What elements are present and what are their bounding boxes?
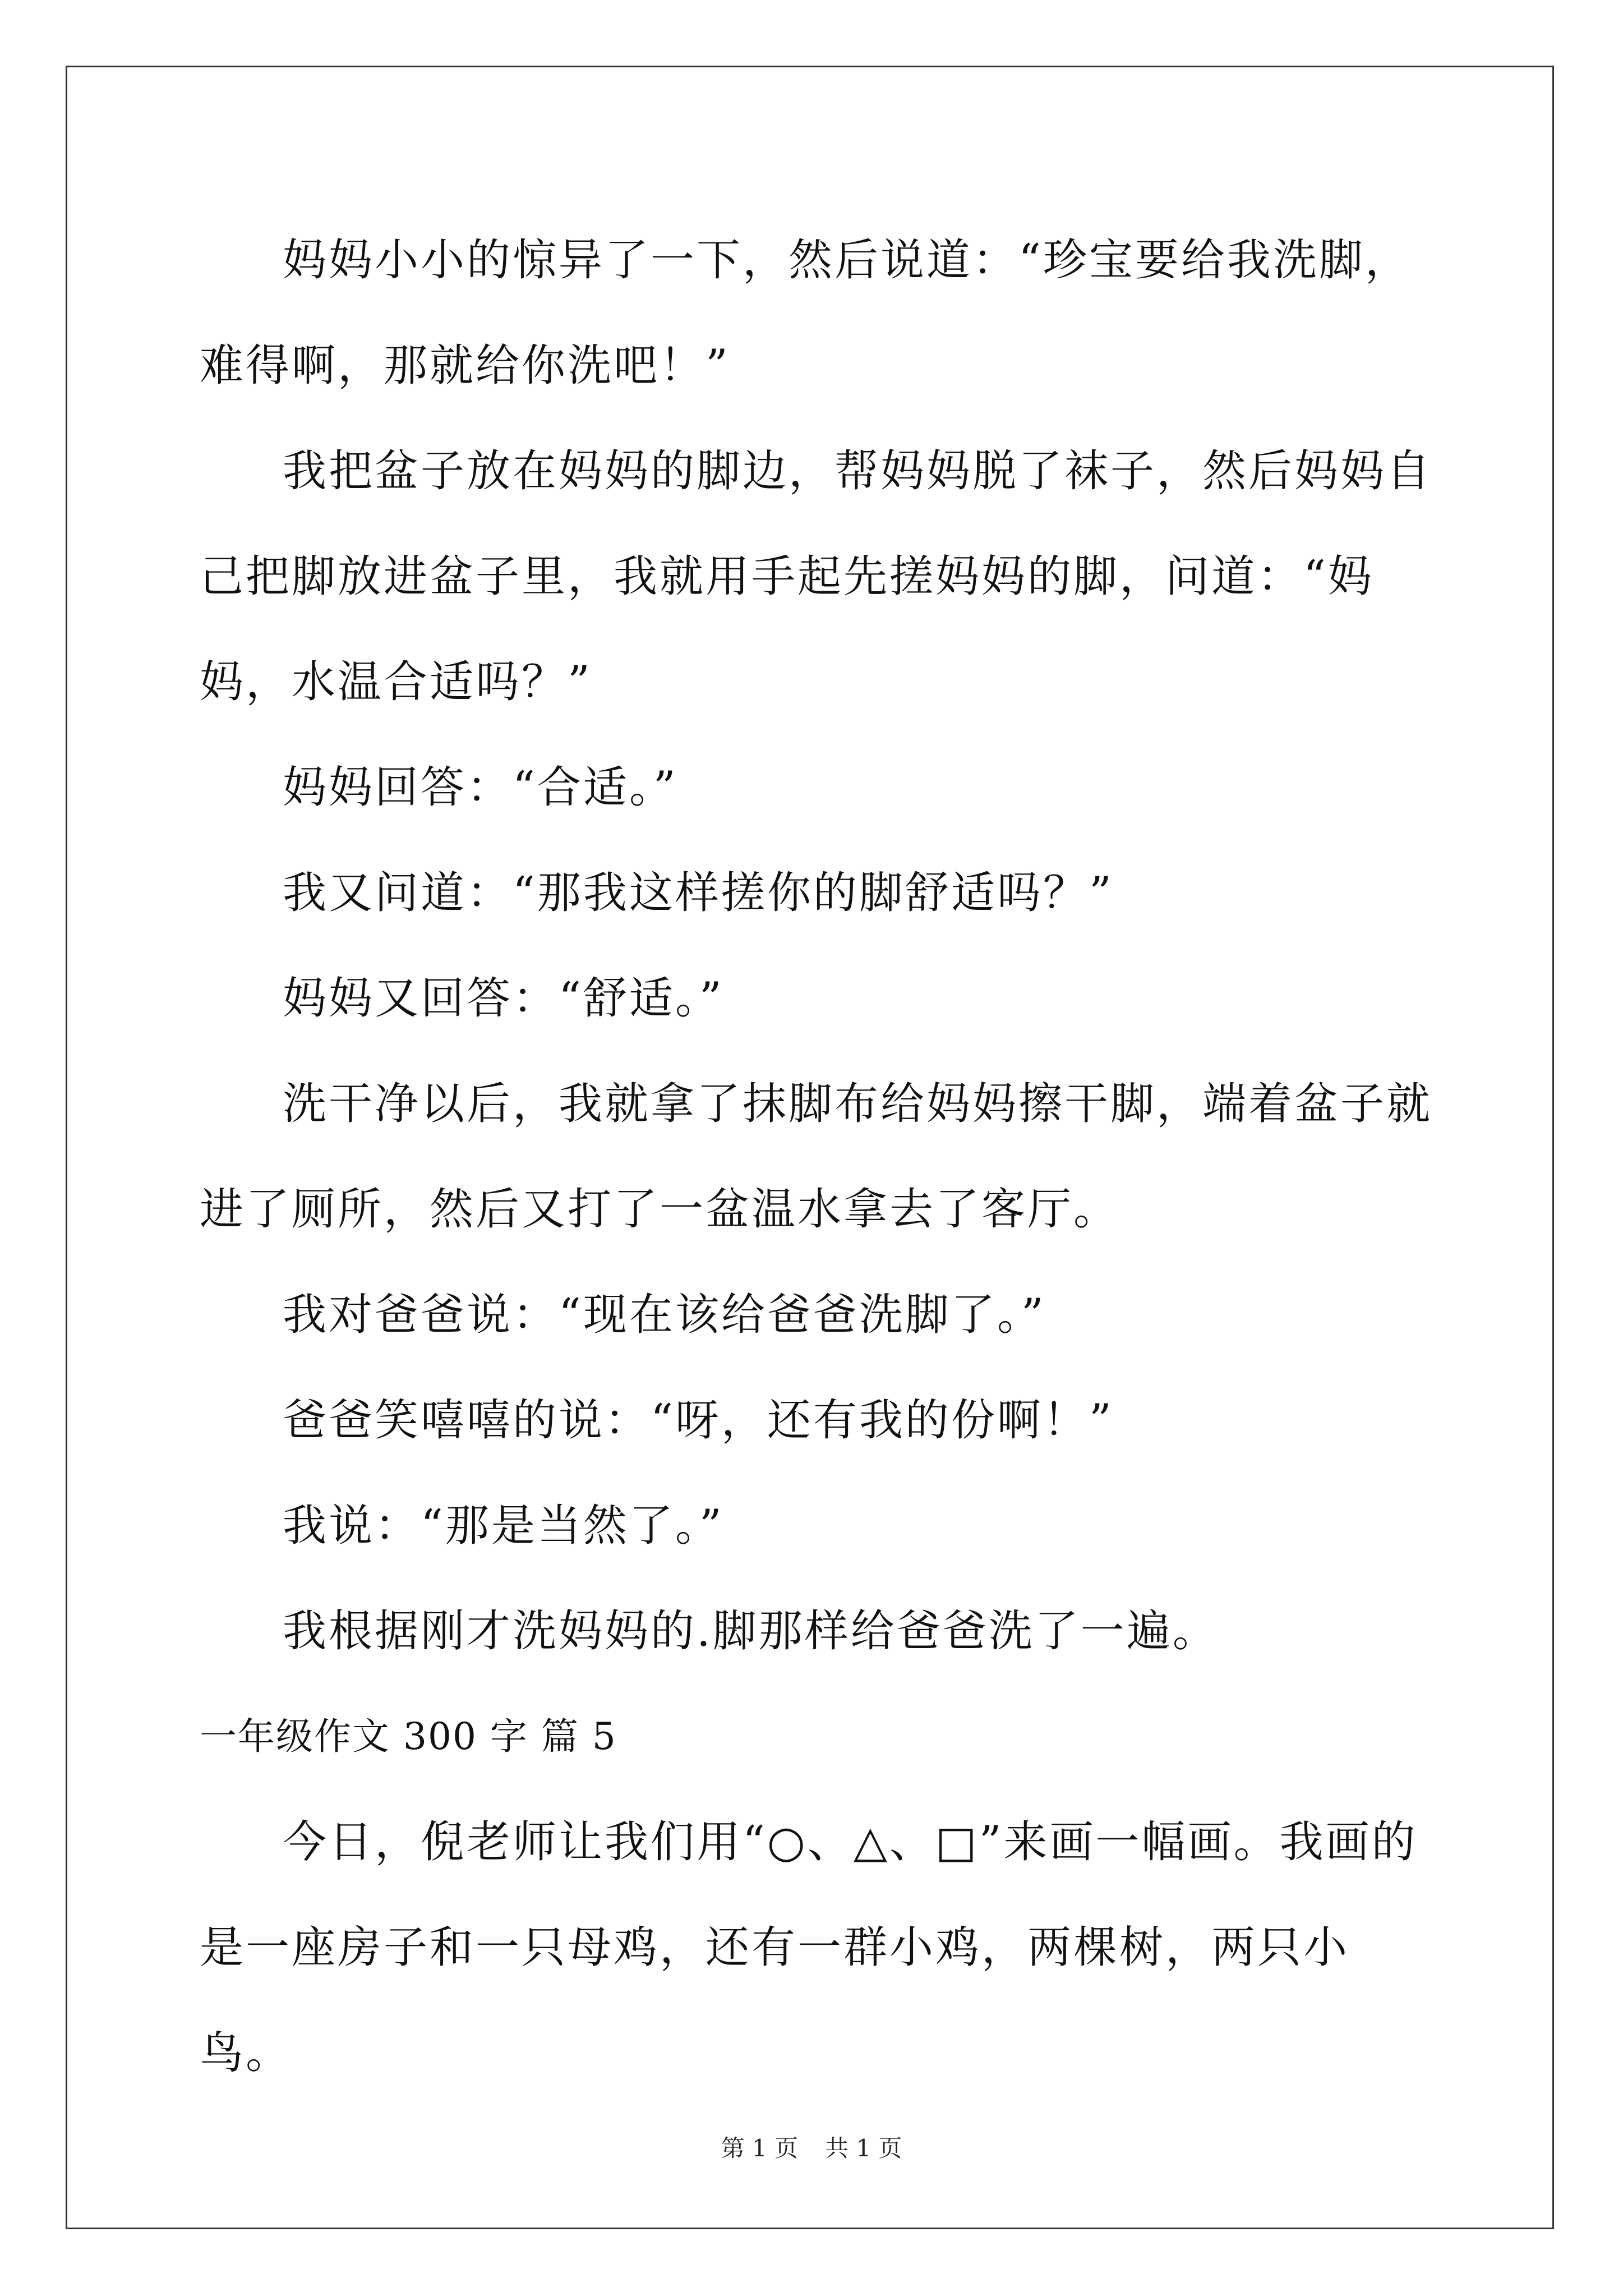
paragraph: 妈妈小小的惊异了一下，然后说道：“珍宝要给我洗脚，难得啊，那就给你洗吧！” (200, 235, 1411, 391)
document-body (200, 208, 1433, 2106)
page-number-total: 共 1 页 (825, 2134, 902, 2162)
paragraph: 我把盆子放在妈妈的脚边，帮妈妈脱了袜子，然后妈妈自己把脚放进盆子里，我就用手起先搓妈妈的脚，问道：“妈妈，水温合适吗？” (200, 446, 1433, 707)
paragraph: 我对爸爸说：“现在该给爸爸洗脚了。” (283, 1290, 1046, 1340)
page-footer (0, 2132, 1623, 2165)
page-number-current: 第 1 页 (721, 2134, 798, 2162)
paragraph: 今日，倪老师让我们用“○、△、□”来画一幅画。我画的是一座房子和一只母鸡，还有一群小鸡，两棵树，两只小鸟。 (200, 1817, 1418, 2078)
paragraph: 爸爸笑嘻嘻的说：“呀，还有我的份啊！” (283, 1395, 1114, 1446)
paragraph: 我又问道：“那我这样搓你的脚舒适吗？” (283, 868, 1114, 918)
paragraph: 我说：“那是当然了。” (283, 1501, 724, 1551)
paragraph: 妈妈回答：“合适。” (283, 762, 678, 813)
paragraph: 我根据刚才洗妈妈的.脚那样给爸爸洗了一遍。 (283, 1606, 1219, 1657)
section-heading: 一年级作文 300 字 篇 5 (200, 1715, 617, 1758)
paragraph: 洗干净以后，我就拿了抹脚布给妈妈擦干脚，端着盆子就进了厕所，然后又打了一盆温水拿去了客厅。 (200, 1079, 1433, 1235)
paragraph: 妈妈又回答：“舒适。” (283, 973, 724, 1024)
